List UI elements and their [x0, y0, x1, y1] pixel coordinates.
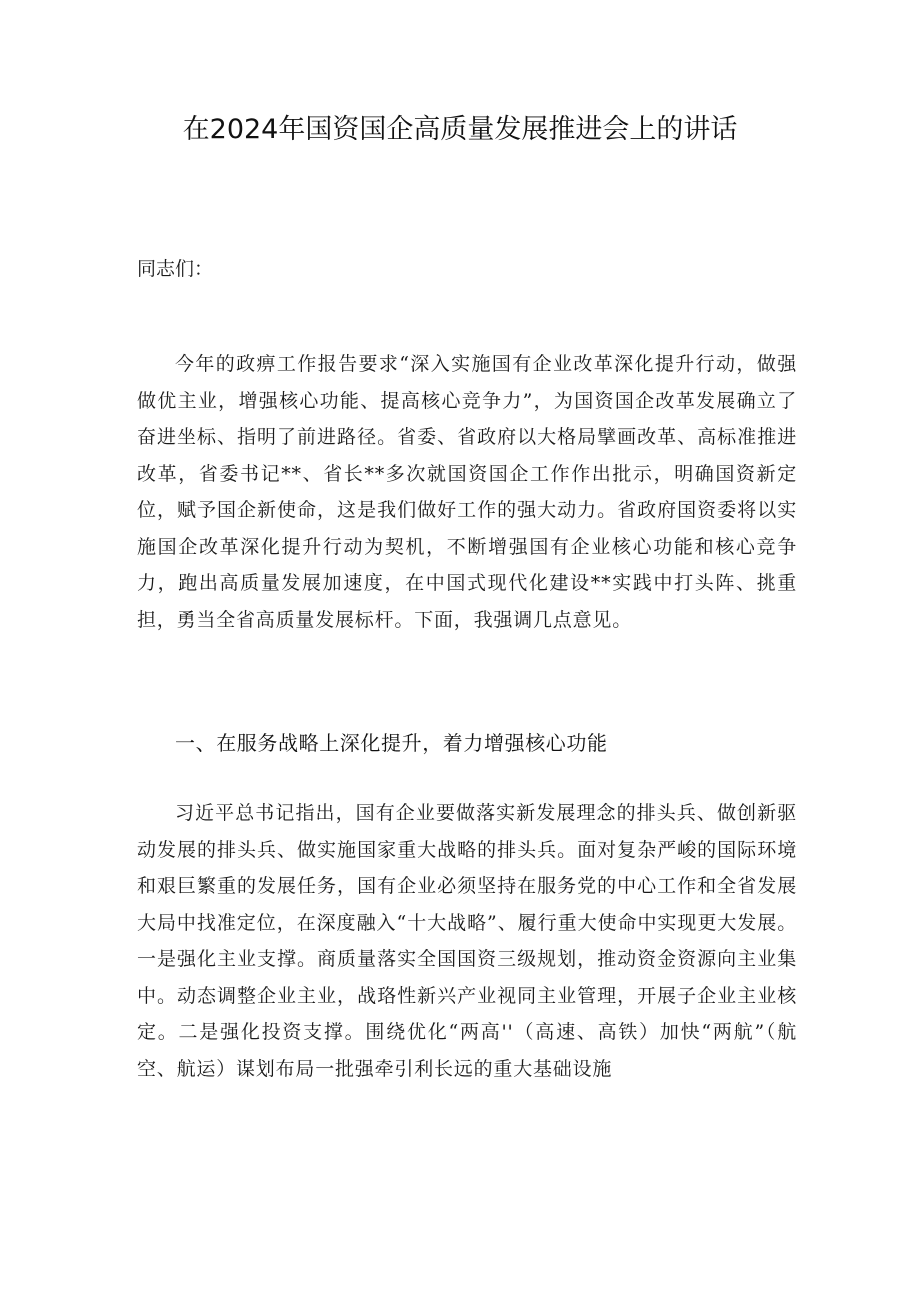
section-paragraph: 习近平总书记指出，国有企业要做落实新发展理念的排头兵、做创新驱动发展的排头兵、做实施国家重大战略的排头兵。面对复杂严峻的国际环境和艰巨繁重的发展任务，国有企业必须坚持在服务党的中心工作和全省发展大局中找准定位，在深度融入“十大战略”、履行重大使命中实现更大发展。一是强化主业支撑。商质量落实全国国资三级规划，推动资金资源向主业集中。动态调整企业主业，战珞性新兴产业视同主业管理，开展子企业主业核定。二是强化投资支撑。围绕优化“两高''（高速、高铁）加快“两航”（航空、航运）谋划布局一批强牵引利长远的重大基础设施: [137, 802, 797, 1080]
intro-paragraph: 今年的政痹工作报告要求“深入实施国有企业改革深化提升行动，做强做优主业，增强核心功能、提高核心竞争力”，为国资国企改革发展确立了奋进坐标、指明了前进路径。省委、省政府以大格局擘画改革、高标准推进改革，省委书记**、省长**多次就国资国企工作作出批示，明确国资新定位，赋予国企新使命，这是我们做好工作的强大动力。省政府国资委将以实施国企改革深化提升行动为契机，不断增强国有企业核心功能和核心竞争力，跑出高质量发展加速度，在中国式现代化建设**实践中打头阵、挑重担，勇当全省高质量发展标杆。下面，我强调几点意见。: [137, 353, 797, 631]
document-title: 在2024年国资国企高质量发展推进会上的讲话: [182, 114, 738, 145]
section-heading: 一、在服务战略上深化提升，着力增强核心功能: [175, 731, 608, 755]
salutation: 同志们：: [137, 258, 214, 280]
